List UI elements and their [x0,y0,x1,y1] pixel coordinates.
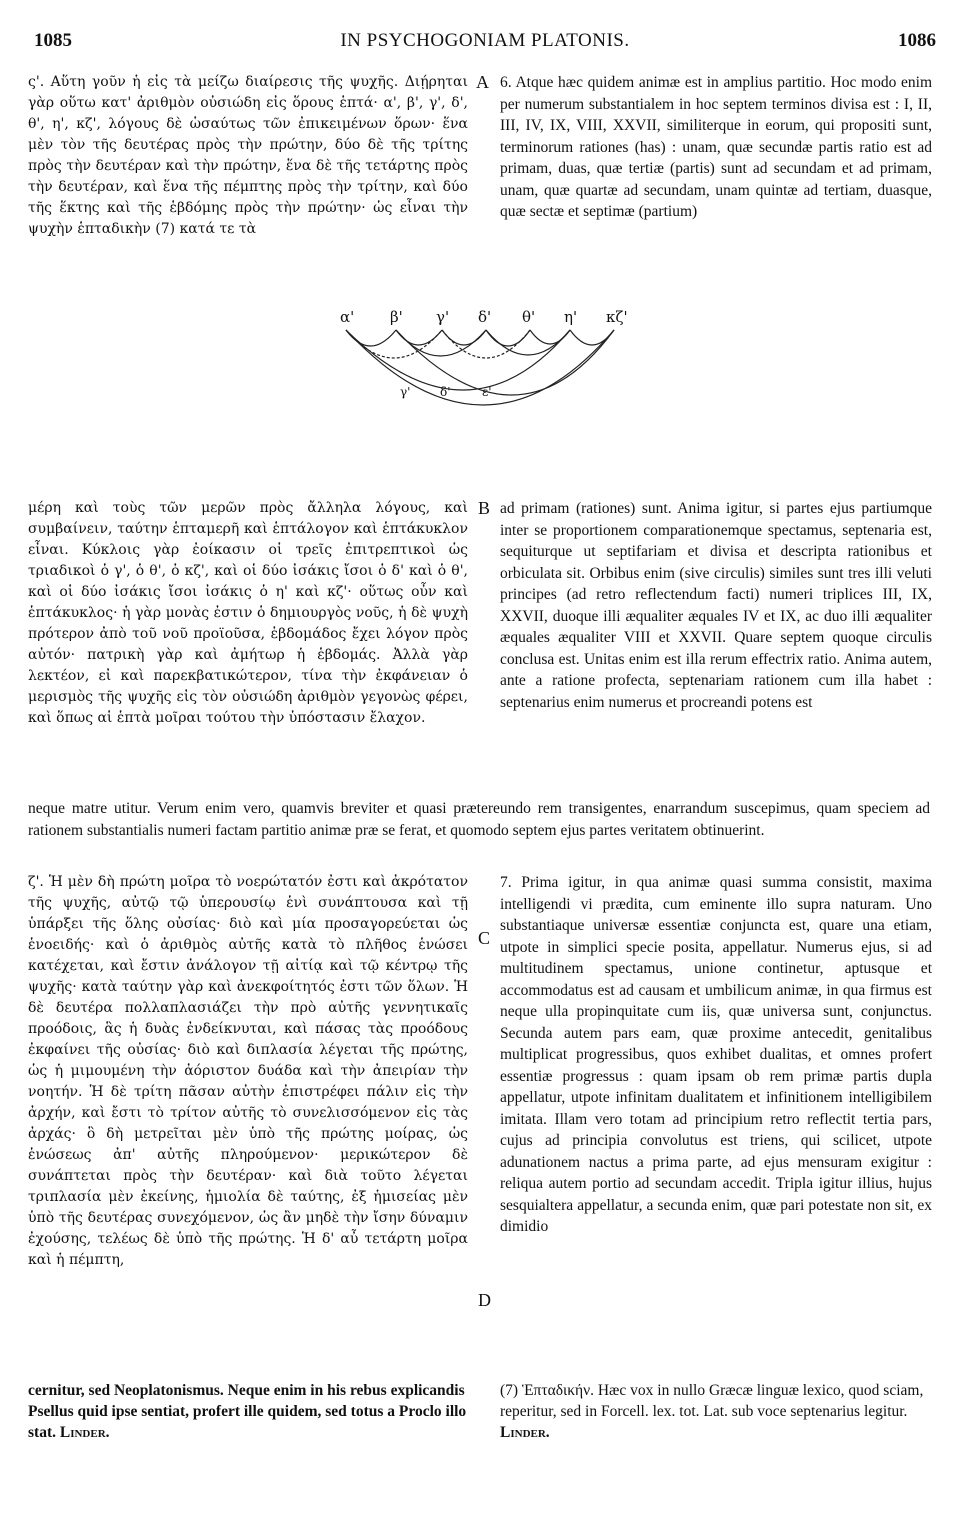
diagram-label-27: κζ' [606,308,628,326]
left-page-number: 1085 [34,30,72,51]
footnote-left-text: cernitur, sed Neoplatonismus. Neque enim in his rebus explicandis Psellus quid ipse sentiat, profert ille quidem, sed totus a Proclo illo stat. [28,1382,467,1441]
seven-circles-diagram [318,300,658,480]
diagram-inner-label-3: ε' [482,385,492,399]
latin-column-mid [500,498,932,788]
latin-paragraph-6: 6. Atque hæc quidem animæ est in amplius partitio. Hoc modo enim per numerum substantialem in hoc septem terminos divisa est : I, II, III, IV, IX, VIII, XXVII, similiterque in eorum, qui propositi sunt, terminorum rationes (has) : unam, quæ secundæ partis ratio est ad primam, duas, quæ tertiæ (partis) sunt ad secundam et ad primam, unam, quæ quartæ ad secundam, unam quintæ ad tertiam, duasque, quæ sectæ et septimæ (partium) [500,74,932,220]
diagram-label-9: θ' [522,308,536,326]
diagram-inner-label-2: δ' [440,385,451,399]
latin-paragraph-7: 7. Prima igitur, in qua animæ quasi summa consistit, maxima intelligendi vi prædita, cum eminente illo supra naturam. Uno substantiaque universæ essentiæ conjuncta est, quare una etiam, utpote in simplici specie posita, appellatur. Numerus ejus, si ad multitudinem spectamus, unione continetur, aptusque et accommodatus est ad causam et umbilicum animæ, in qua firmus est neque ulla propinquitate cum iis, quæ universa sunt, conjunctus. Secunda autem pars eam, quæ proxime antecedit, genitalibus multiplicat progressibus, quos exhibet dualitas, et omnes profert essentiæ progressus : quam ipsam ob rem primæ partis dupla appellatur, utpote infinitam dualitatem et infinitionem intelligibilem imitata. Illam vero totam ad principium retro reflectit tertia pars, cujus ad principia convolutus est triens, qui scilicet, utpote adunationem nactus a prima parte, ad ejus mensuram exigitur : reliqua autem portio ad secundam accedit. Tripla igitur illius, hujus sesquialtera appellatur, a secunda enim, quæ pari potestate non sit, ex dimidio [500,874,932,1235]
greek-paragraph-6-cont: μέρη καὶ τοὺς τῶν μερῶν πρὸς ἄλληλα λόγους, καὶ συμβαίνειν, ταύτην ἑπταμερῆ καὶ ἑπτάλογον καὶ ἑπτάκυκλον εἶναι. Κύκλοις γὰρ ἐοίκασιν οἱ τρεῖς ἐπιτρεπτικοὶ ὡς τριαδικοὶ ὁ γ', ὁ θ', ὁ κζ', καὶ οἱ δύο ἰσάκις ἴσοι ὁ δ' καὶ ὁ θ', καὶ οἱ δύο ἰσάκις ἴσοι ἰσάκις ὁ η' καὶ κζ'· οὕτως οὖν καὶ ἑπτάκυκλος· ἡ γὰρ μονὰς ἐστιν ὁ δημιουργὸς νοῦς, ἡ δὲ ψυχὴ πρότερον ἀπὸ τοῦ νοῦ προϊοῦσα, ἑβδομάδος ἔχει λόγον πρὸς αὐτόν· πατρικὴ γὰρ καὶ ἀμήτωρ ἡ ἑβδομάς. Ἀλλὰ γὰρ λεκτέον, εἰ καὶ παρεκβατικώτερον, τίνα τὴν ἐκφάνειαν ὁ μερισμὸς τῆς ψυχῆς εἰς τὸν οὐσιώδη ἀριθμὸν γεγονὼς φέρει, καὶ ὅπως αἱ ἑπτὰ μοῖραι τούτου τὴν ὑπόστασιν ἔλαχον. [28,500,468,726]
greek-column-top [28,72,468,290]
greek-paragraph-7: ζ'. Ἡ μὲν δὴ πρώτη μοῖρα τὸ νοερώτατόν ἐστι καὶ ἀκρότατον τῆς ψυχῆς, αὐτῷ τῷ ὑπερουσίῳ ἑνὶ συνάπτουσα καὶ τῇ ὑπάρξει τῆς ὅλης οὐσίας· διὸ καὶ μία προσαγορεύεται ὡς ἑνοειδής· καὶ ὁ ἀριθμὸς αὐτῆς κατὰ τὸ πλῆθος ἑνώσει κατέχεται, καὶ ἔστιν ἀνάλογον τῇ αἰτίᾳ καὶ τῷ κέντρῳ τῆς ψυχῆς· κατὰ ταύτην γὰρ καὶ ἀνεκφοίτητός ἐστι τῶν ὅλων. Ἡ δὲ δευτέρα πολλαπλασιάζει τὴν πρὸ αὐτῆς γεννητικαῖς προόδοις, ἃς ἡ δυὰς ἐνδείκνυται, καὶ πάσας τὰς προόδους ἐκφαίνει τῆς οὐσίας· διὸ καὶ διπλασία λέγεται τῆς πρώτης, ὡς ἡ μιμουμένη τὴν ἀόριστον δυάδα καὶ τὴν ἀπειρίαν τὴν νοητήν. Ἡ δὲ τρίτη πᾶσαν αὐτὴν ἐπιστρέφει πάλιν εἰς τὴν ἀρχήν, καὶ ἔστι τὸ τρίτον αὐτῆς τὸ συνελισσόμενον εἰς τὰς ἀρχάς· ὃ δὴ μετρεῖται μὲν ὑπὸ τῆς πρώτης μοίρας, ὡς ἑνώσεως ἀπ' αὐτῆς πληρούμενον· μερικώτερον δὲ συνάπτεται πρὸς τὴν δευτέραν· καὶ διὰ τοῦτο λέγεται τριπλασία μὲν ἐκείνης, ἡμιολία δὲ ταύτης, ἐξ ἡμισείας μὲν ὑπὸ τῆς δευτέρας συνεχόμενον, ὡς ἂν μηδὲ τὴν ἴσην δύναμιν ἐχούσης, τελέως δὲ ὑπὸ τῆς πρώτης. Ἡ δ' αὖ τετάρτη μοῖρα καὶ ἡ πέμπτη, [28,874,468,1268]
page-header [34,30,936,56]
margin-letter-c: C [478,928,491,948]
circles-figure [318,300,658,480]
greek-paragraph-6: ς'. Αὕτη γοῦν ἡ εἰς τὰ μείζω διαίρεσις τῆς ψυχῆς. Διῄρηται γὰρ οὕτω κατ' ἀριθμὸν οὐσιώδη εἰς ὅρους ἑπτά· α', β', γ', δ', θ', η', κζ', λόγους δὲ ὡσαύτως τῶν ἐπικειμένων ὅρων· ἕνα μὲν τὸν τῆς δευτέρας πρὸς τὴν πρώτην, δύο δὲ τῆς τρίτης πρὸς τὴν δευτέραν καὶ τὴν πρώτην, ἕνα δὲ τῆς τετάρτης πρὸς τὴν δευτέραν, καὶ ἕνα τῆς πέμπτης πρὸς τὴν τρίτην, καὶ δύο τῆς ἕκτης καὶ τῆς ἑβδόμης πρὸς τὴν πρώτην· ὡς εἶναι τὴν ψυχὴν ἑπταδικὴν (7) κατά τε τὰ [28,74,468,237]
footnote-left-author: Linder. [59,1424,110,1441]
latin-paragraph-6-cont: ad primam (rationes) sunt. Anima igitur, si partes ejus partiumque inter se proportionem comparationemque spectamus, septenaria est, sequiturque ut septifariam et divisa et descripta rationibus et orbiculata sit. Orbibus enim (sive circulis) similes sunt tres illi veluti principes (ad retro reflectendum facti) numeri triplices III, IX, XXVII, duoque illi æqualiter æquales IV et IX, ac duo illi æqualiter æquales æqualiter VIII et XXVII. Quare septem quoque circulis conclusa est. Unitas enim est illa rerum effectrix ratio. Anima autem, ante a ratione profecta, septenariam rationem cum illa habet : septenarius enim numerus et procreandi potens est [500,500,932,711]
diagram-label-3: γ' [436,308,450,326]
diagram-label-1: α' [340,308,355,326]
footnote-right [500,1380,932,1443]
diagram-inner-label-1: γ' [400,385,411,399]
running-title: IN PSYCHOGONIAM PLATONIS. [340,30,630,51]
latin-column-top [500,72,932,290]
footnote-left [28,1380,468,1443]
margin-letter-a: A [476,72,489,92]
margin-letter-d: D [478,1290,491,1310]
diagram-label-8: η' [564,308,578,326]
latin-column-low [500,872,932,1370]
full-width-paragraph: neque matre utitur. Verum enim vero, quamvis breviter et quasi prætereundo rem transigentes, enarrandum suscepimus, quam speciem ad rationem substantialis numeri factam partitio animæ præ se ferat, et quomodo septem ejus partes veritatem obtinuerint. [28,800,930,839]
diagram-label-2: β' [390,308,403,326]
margin-letter-b: B [478,498,491,518]
diagram-arcs [346,330,614,405]
greek-column-low [28,872,468,1370]
right-page-number: 1086 [898,30,936,51]
greek-column-mid [28,498,468,788]
footnote-right-author: Linder. [500,1424,550,1441]
diagram-label-4: δ' [478,308,492,326]
footnote-7-text: (7) Ἑπταδικήν. Hæc vox in nullo Græcæ linguæ lexico, quod sciam, reperitur, sed in Forcell. lex. tot. Lat. sub voce septenarius legitur. [500,1382,924,1420]
